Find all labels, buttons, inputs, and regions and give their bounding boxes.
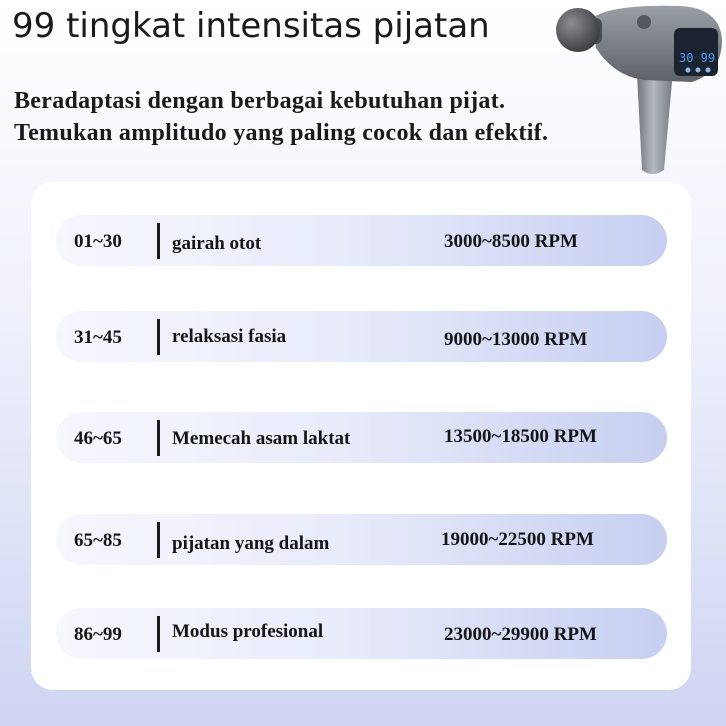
level-row [56, 514, 667, 565]
divider [157, 319, 160, 355]
device-display-text: 30 99 [679, 51, 716, 65]
level-row [56, 608, 667, 659]
divider [157, 223, 160, 259]
level-name: Modus profesional [172, 621, 324, 642]
level-rpm: 3000~8500 RPM [444, 231, 578, 252]
level-rpm: 19000~22500 RPM [441, 529, 594, 550]
level-row [56, 412, 667, 463]
level-name: gairah otot [172, 233, 262, 254]
divider [157, 616, 160, 652]
massage-gun-image [552, 0, 726, 178]
divider [157, 522, 160, 558]
level-range: 46~65 [74, 428, 122, 449]
massage-head-ball [556, 8, 600, 52]
level-range: 65~85 [74, 530, 122, 551]
level-rpm: 9000~13000 RPM [444, 329, 588, 350]
level-range: 01~30 [74, 231, 122, 252]
level-row [56, 215, 667, 266]
level-name: relaksasi fasia [172, 326, 287, 347]
page-title: 99 tingkat intensitas pijatan [12, 6, 490, 46]
subtitle-line-1: Beradaptasi dengan berbagai kebutuhan pijat. [14, 88, 506, 114]
level-rpm: 23000~29900 RPM [444, 624, 597, 645]
level-range: 86~99 [74, 624, 122, 645]
subtitle-line-2: Temukan amplitudo yang paling cocok dan efektif. [14, 120, 549, 146]
level-range: 31~45 [74, 327, 122, 348]
divider [157, 420, 160, 456]
level-rpm: 13500~18500 RPM [444, 426, 597, 447]
level-name: Memecah asam laktat [172, 428, 351, 449]
level-row [56, 311, 667, 362]
level-name: pijatan yang dalam [172, 533, 330, 554]
